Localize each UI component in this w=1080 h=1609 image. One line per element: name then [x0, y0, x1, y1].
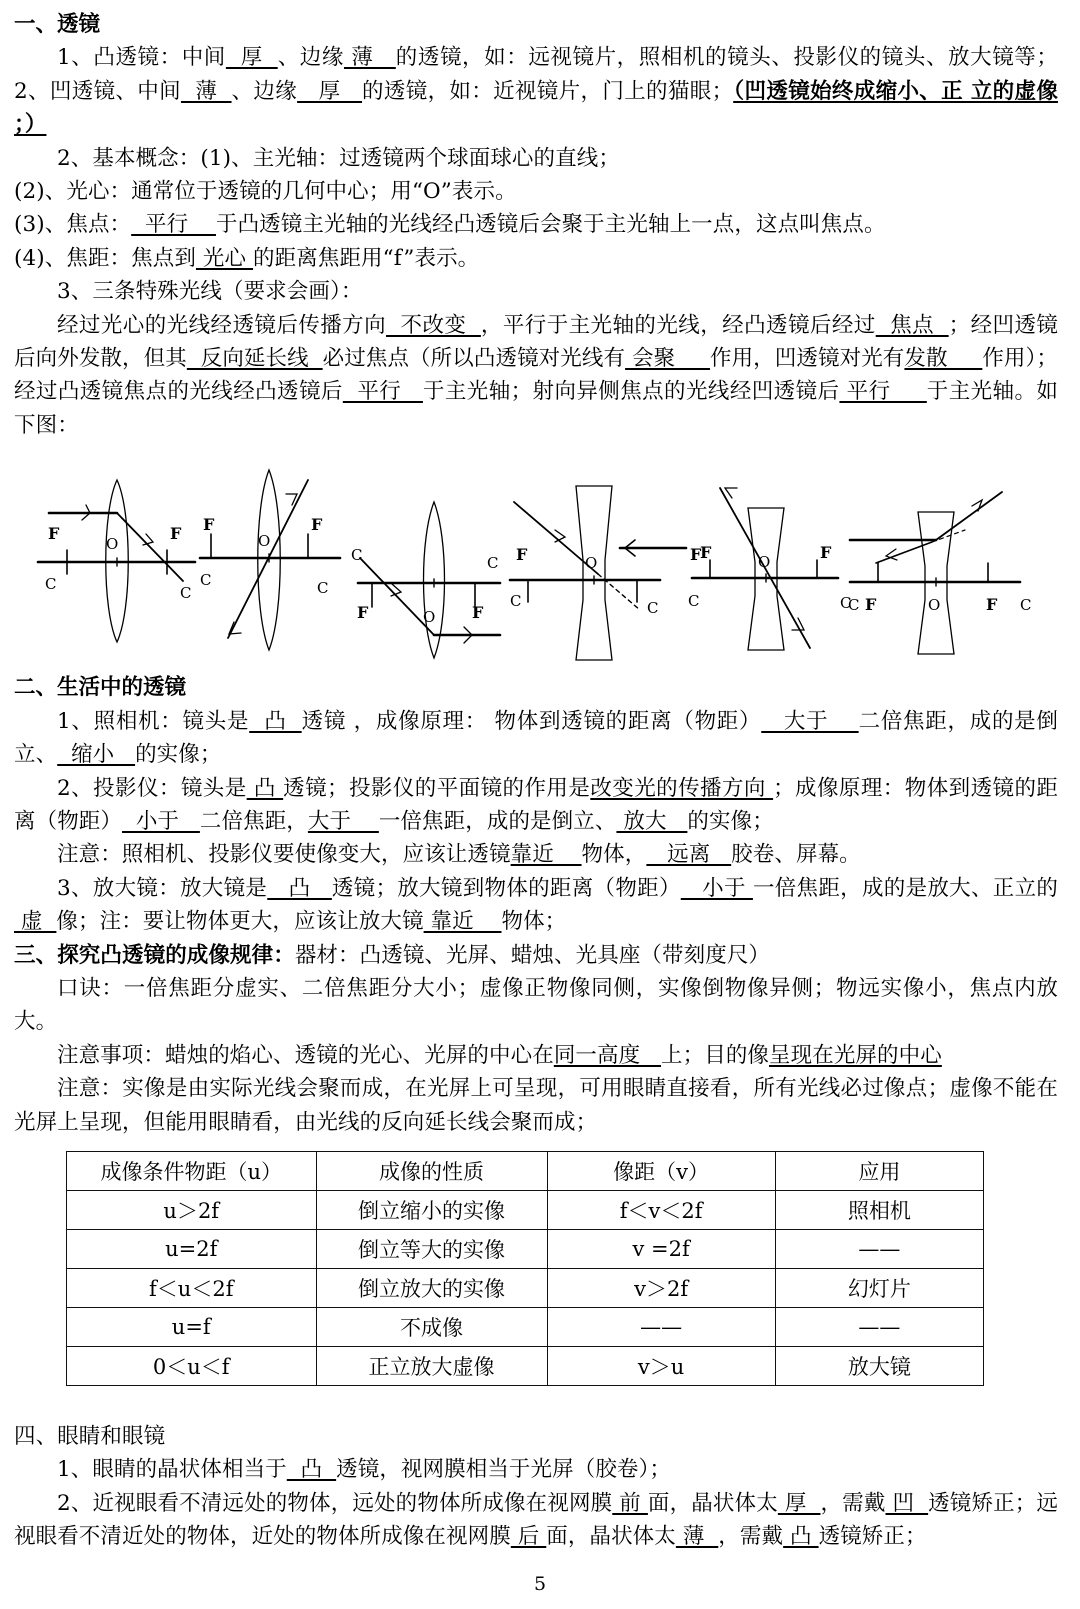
svg-text:F: F [311, 515, 323, 535]
section-heading-3-label: 三、探究凸透镜的成像规律： [14, 942, 295, 968]
text-run: 透镜矫正；远视眼看不清近处的物体，近处的物体所成像在视网膜 [14, 1490, 1059, 1550]
table-row [67, 1268, 984, 1307]
paragraph-2-2 [14, 772, 1058, 839]
text-run: 1、照相机：镜头是 [57, 708, 250, 734]
svg-text:O: O [585, 554, 598, 573]
fill-in-blank: 放大 [616, 808, 688, 834]
text-run: 透镜；投影仪的平面镜的作用是 [283, 775, 591, 801]
svg-text:C: C [351, 546, 363, 565]
paragraph-4-1 [14, 1453, 1058, 1486]
svg-text:O: O [423, 608, 436, 627]
text-run: 口诀：一倍焦距分虚实、二倍焦距分大小；虚像正物像同侧，实像倒物像异侧；物远实像小，焦点内放大。 [14, 975, 1058, 1035]
text-run: 透镜，视网膜相当于光屏（胶卷）； [336, 1457, 671, 1483]
fill-in-blank: 厚 [297, 78, 363, 104]
table-cell: v =2f [547, 1229, 775, 1268]
svg-text:C: C [647, 599, 659, 618]
text-run: 改变光的传播方向 [590, 775, 774, 801]
section-heading-4: 四、眼睛和眼镜 [14, 1423, 166, 1449]
table-cell: u=f [67, 1307, 317, 1346]
text-run: 2、投影仪：镜头是 [57, 775, 247, 801]
fill-in-blank: 大于 [307, 808, 379, 834]
fill-in-blank: 光心 [195, 245, 254, 271]
svg-text:F: F [820, 543, 832, 563]
text-run: 于主光轴；射向异侧焦点的光线经凹透镜后 [422, 379, 840, 405]
text-run: 2、基本概念：(1)、主光轴：过透镜两个球面球心的直线； [57, 145, 620, 171]
svg-text:F: F [170, 524, 182, 544]
svg-text:F: F [48, 524, 60, 544]
fill-in-blank: 平行 [839, 379, 927, 405]
table-cell: 不成像 [316, 1307, 547, 1346]
text-run: 3、三条特殊光线（要求会画）： [57, 279, 363, 305]
table-cell: 倒立缩小的实像 [316, 1190, 547, 1229]
table-cell: u＞2f [67, 1190, 317, 1229]
text-run: 注意：实像是由实际光线会聚而成，在光屏上可呈现，可用眼睛直接看，所有光线必过像点；虚像不能在光屏上呈现，但能用眼睛看，由光线的反向延长线会聚而成； [14, 1076, 1058, 1135]
fill-in-blank: 后 [510, 1524, 547, 1550]
fill-in-blank: 会聚 [625, 346, 710, 372]
text-run: 的距离焦距用“f”表示。 [253, 245, 480, 271]
text-run: 面，晶状体太 [546, 1524, 676, 1550]
diagram-convex-parallel [38, 480, 195, 642]
svg-text:C: C [688, 592, 700, 611]
diagram-convex-focus [351, 502, 500, 658]
diagram-concave-focus [848, 492, 1031, 654]
text-run: 透镜；放大镜到物体的距离（物距） [331, 875, 681, 901]
ray-diagram-strip [20, 450, 1055, 665]
text-run: 上；目的像 [661, 1042, 770, 1068]
svg-text:C: C [848, 596, 860, 615]
table-cell: 幻灯片 [775, 1268, 983, 1307]
text-run: 物体； [501, 909, 567, 935]
paragraph-1-3 [14, 175, 1058, 208]
fill-in-blank: 薄 [343, 45, 396, 71]
paragraph-1-6 [14, 275, 1058, 308]
fill-in-blank: 靠近 [510, 842, 582, 868]
text-run: 2、近视眼看不清远处的物体，远处的物体所成像在视网膜 [57, 1490, 613, 1516]
svg-text:F: F [700, 543, 712, 563]
paragraph-1-7 [14, 309, 1058, 443]
svg-text:F: F [472, 603, 484, 623]
table-cell: v＞2f [547, 1268, 775, 1307]
section-heading-1: 一、透镜 [14, 12, 101, 37]
fill-in-blank: 凸 [267, 875, 332, 901]
svg-text:O: O [758, 553, 771, 572]
fill-in-blank: 厚 [225, 45, 278, 71]
svg-text:O: O [928, 596, 941, 615]
paragraph-3-1 [14, 972, 1058, 1039]
text-run: 的透镜，如：远视镜片，照相机的镜头、投影仪的镜头、放大镜等； 2、凹透镜、中间 [14, 45, 1058, 104]
text-run: (2)、光心：通常位于透镜的几何中心；用“O”表示。 [14, 179, 517, 205]
section-heading-2: 二、生活中的透镜 [14, 675, 187, 701]
text-run: 、边缘 [231, 78, 298, 104]
paragraph-1-1 [14, 41, 1058, 141]
fill-in-blank: 凸 [249, 708, 302, 734]
table-header-cell: 成像条件物距（u） [67, 1151, 317, 1190]
fill-in-blank: 缩小 [57, 742, 136, 768]
diagram-concave-parallel [510, 486, 702, 660]
diagram-convex-center [200, 470, 340, 650]
fill-in-blank: 靠近 [423, 909, 502, 935]
text-run: 经过光心的光线经透镜后传播方向 [57, 312, 387, 338]
table-cell: f＜v＜2f [547, 1190, 775, 1229]
paragraph-1-5 [14, 242, 1058, 275]
table-cell: —— [775, 1229, 983, 1268]
image-formation-table-wrap [66, 1151, 1058, 1386]
svg-text:F: F [516, 545, 528, 565]
table-cell: v＞u [547, 1346, 775, 1385]
table-header-row [67, 1151, 984, 1190]
table-cell: 倒立等大的实像 [316, 1229, 547, 1268]
fill-in-blank: 凸 [783, 1524, 819, 1550]
table-row [67, 1229, 984, 1268]
svg-text:C: C [45, 575, 57, 594]
svg-text:O: O [106, 535, 119, 554]
paragraph-4-2 [14, 1487, 1058, 1554]
svg-text:C: C [200, 571, 212, 590]
fill-in-blank: 前 [612, 1490, 648, 1516]
table-cell: 放大镜 [775, 1346, 983, 1385]
fill-in-blank: 同一高度 [553, 1042, 662, 1068]
svg-text:F: F [357, 603, 369, 623]
fill-in-blank: 平行 [342, 379, 423, 405]
section-heading-3 [14, 939, 1058, 972]
table-row [67, 1307, 984, 1346]
text-run: 于凸透镜主光轴的光线经凸透镜后会聚于主光轴上一点，这点叫焦点。 [215, 212, 886, 238]
table-cell: —— [775, 1307, 983, 1346]
text-run: (4)、焦距：焦点到 [14, 245, 196, 271]
svg-text:F: F [865, 595, 877, 615]
fill-in-blank: 薄 [675, 1524, 719, 1550]
table-header-cell: 像距（v） [547, 1151, 775, 1190]
table-cell: u=2f [67, 1229, 317, 1268]
table-cell: f＜u＜2f [67, 1268, 317, 1307]
text-run: 透镜 ，成像原理： 物体到透镜的距离（物距） [301, 708, 762, 734]
text-run: 的实像； [687, 808, 774, 834]
text-run: 二倍焦距， [199, 808, 308, 834]
page-number: 5 [533, 1573, 547, 1595]
fill-in-blank: 虚 [14, 909, 57, 935]
text-run: 一倍焦距，成的是放大、正立的 [752, 875, 1058, 901]
svg-text:C: C [840, 594, 852, 613]
text-run: 像；注：要让物体更大，应该让放大镜 [56, 909, 424, 935]
svg-text:F: F [986, 595, 998, 615]
svg-text:C: C [180, 584, 192, 603]
text-run: 二倍焦距，成的是倒立、 [14, 708, 1058, 768]
paragraph-2-1 [14, 705, 1058, 772]
svg-text:C: C [1020, 596, 1032, 615]
text-run: 3、放大镜：放大镜是 [57, 875, 268, 901]
text-run: 注意事项：蜡烛的焰心、透镜的光心、光屏的中心在 [57, 1042, 554, 1068]
text-run: 的透镜，如：近视镜片，门上的猫眼； [362, 78, 734, 104]
table-cell: 照相机 [775, 1190, 983, 1229]
text-run: 作用，凹透镜对光有 [709, 346, 905, 372]
text-run: ，需戴 [820, 1490, 886, 1516]
fill-in-blank: 远离 [646, 842, 732, 868]
text-run: 的实像； [135, 742, 222, 768]
paragraph-1-2 [14, 142, 1058, 175]
table-row [67, 1190, 984, 1229]
table-cell: 正立放大虚像 [316, 1346, 547, 1385]
paragraph-1-4 [14, 208, 1058, 241]
image-formation-table [66, 1151, 984, 1386]
svg-text:C: C [487, 554, 499, 573]
fill-in-blank: 小于 [680, 875, 753, 901]
table-row [67, 1346, 984, 1385]
text-run: 面，晶状体太 [647, 1490, 778, 1516]
fill-in-blank: 厚 [777, 1490, 821, 1516]
text-run: ，需戴 [718, 1524, 784, 1550]
fill-in-blank: 小于 [122, 808, 200, 834]
text-run: 作用）；经过凸透镜焦点的光线经凸透镜后 [14, 346, 1058, 405]
paragraph-2-3 [14, 838, 1058, 871]
svg-text:F: F [690, 545, 702, 565]
fill-in-blank: 反向延长线 [186, 346, 323, 372]
text-run: 透镜矫正； [818, 1524, 927, 1550]
fill-in-blank: 凹 [885, 1490, 929, 1516]
text-run: 1、凸透镜：中间 [57, 45, 226, 71]
fill-in-blank: 平行 [131, 212, 216, 238]
table-header-cell: 成像的性质 [316, 1151, 547, 1190]
paragraph-3-3 [14, 1072, 1058, 1139]
text-run: 物体， [581, 842, 647, 868]
fill-in-blank: 大于 [761, 708, 859, 734]
text-run: (3)、焦点： [14, 212, 132, 238]
text-run: ；成像原理：物体到透镜的距离（物距） [14, 775, 1058, 834]
text-run: 胶卷、屏幕。 [731, 842, 861, 868]
text-run: 1、眼睛的晶状体相当于 [57, 1457, 287, 1483]
fill-in-blank: 薄 [180, 78, 232, 104]
text-run: 于主光轴。如下图： [14, 379, 1058, 438]
text-run: 、边缘 [277, 45, 344, 71]
section-heading-3-rest: 器材：凸透镜、光屏、蜡烛、光具座（带刻度尺） [294, 942, 771, 968]
paragraph-2-4 [14, 872, 1058, 939]
diagram-concave-center [688, 488, 851, 650]
table-cell: —— [547, 1307, 775, 1346]
svg-text:C: C [510, 592, 522, 611]
table-header-cell: 应用 [775, 1151, 983, 1190]
fill-in-blank: 凸 [246, 775, 284, 801]
fill-in-blank: 焦点 [875, 312, 949, 338]
fill-in-blank: 凸 [286, 1457, 337, 1483]
text-run: ，平行于主光轴的光线，经凸透镜后经过 [480, 312, 876, 338]
text-run: （凹透镜始终成缩小、正 立的虚像 ；） [14, 78, 1058, 138]
svg-text:C: C [317, 579, 329, 598]
table-cell: 0＜u＜f [67, 1346, 317, 1385]
text-run: ；经凹透镜后向外发散，但其 [14, 312, 1058, 372]
fill-in-blank: 发散 [904, 346, 983, 372]
svg-text:O: O [258, 532, 271, 551]
fill-in-blank: 不改变 [386, 312, 481, 338]
text-run: 必过焦点（所以凸透镜对光线有 [322, 346, 626, 372]
paragraph-3-2 [14, 1039, 1058, 1072]
text-run: 注意：照相机、投影仪要使像变大，应该让透镜 [57, 842, 511, 868]
table-cell: 倒立放大的实像 [316, 1268, 547, 1307]
svg-text:F: F [203, 515, 215, 535]
text-run: 呈现在光屏的中心 [769, 1042, 942, 1068]
text-run: 一倍焦距，成的是倒立、 [378, 808, 617, 834]
